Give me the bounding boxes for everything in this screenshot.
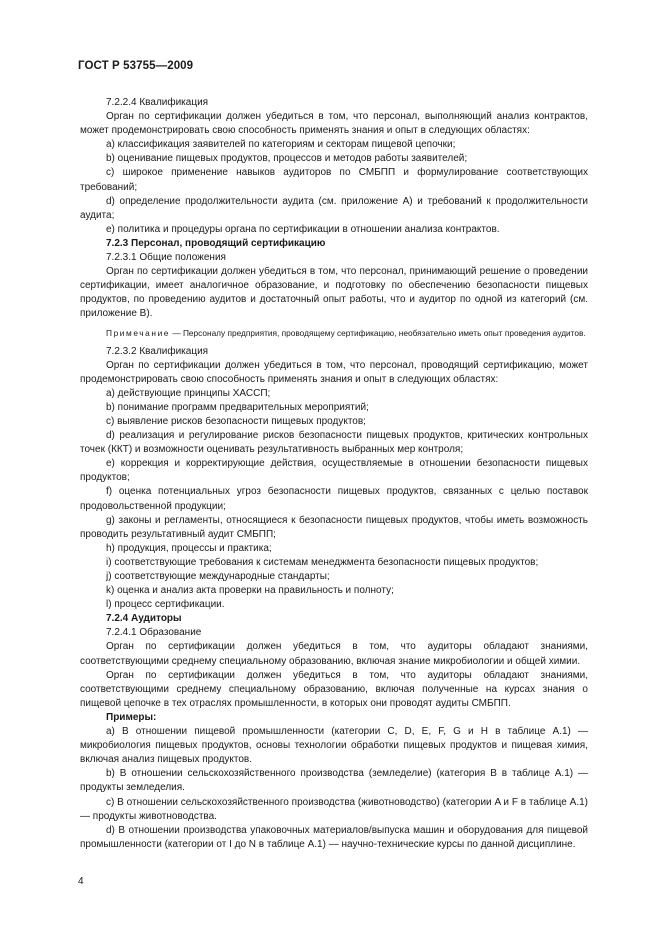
section-7-2-4-1-paragraph-1: Орган по сертификации должен убедиться в том, что аудиторы обладают знаниями, соответствующими среднему специальному образованию, включая знание микробиологии и общей химии. xyxy=(80,641,588,667)
example-item: d) В отношении производства упаковочных материалов/выпуска машин и оборудования для пищевой промышленности (категории от I до N в таблице А.1) — научно-технические курсы по данной дисциплине. xyxy=(80,824,588,850)
list-item: c) широкое применение навыков аудиторов по СМБПП и формулирование соответствующих требований; xyxy=(80,167,588,193)
example-item: c) В отношении сельскохозяйственного производства (животноводство) (категории A и F в таблице А.1) — продукты животноводства. xyxy=(80,796,588,822)
list-item: b) понимание программ предварительных мероприятий; xyxy=(106,401,369,413)
note xyxy=(80,327,588,339)
example-item: b) В отношении сельскохозяйственного производства (земледелие) (категория В в таблице А.1) — продукты земледелия. xyxy=(80,768,588,794)
list-item: l) процесс сертификации. xyxy=(106,599,225,611)
example-item: a) В отношении пищевой промышленности (категории C, D, E, F, G и H в таблице А.1) — микробиология пищевых продуктов, основы технологии обработки пищевых продуктов и пищевая химия, включая анализ пищевых продуктов. xyxy=(80,726,588,766)
section-7-2-4-1-heading: 7.2.4.1 Образование xyxy=(106,627,202,639)
list-item: i) соответствующие требования к системам менеджмента безопасности пищевых продуктов; xyxy=(106,556,539,568)
list-item: c) выявление рисков безопасности пищевых продуктов; xyxy=(106,415,366,427)
examples-label: Примеры: xyxy=(106,711,157,723)
document-body xyxy=(80,96,588,852)
section-7-2-2-4-heading: 7.2.2.4 Квалификация xyxy=(106,97,209,108)
list-item: j) соответствующие международные стандарты; xyxy=(106,571,330,582)
section-7-2-4-heading: 7.2.4 Аудиторы xyxy=(106,613,182,625)
section-7-2-2-4-intro: Орган по сертификации должен убедиться в том, что персонал, выполняющий анализ контрактов, может продемонстрировать свою способность применять знания и опыт в следующих областях: xyxy=(80,111,588,137)
list-item: e) политика и процедуры органа по сертификации в отношении анализа контрактов. xyxy=(106,223,500,235)
section-7-2-3-heading: 7.2.3 Персонал, проводящий сертификацию xyxy=(106,237,326,249)
page-number: 4 xyxy=(78,876,84,887)
section-7-2-4-1-paragraph-2: Орган по сертификации должен убедиться в том, что аудиторы обладают знаниями, соответствующими среднему специальному образованию, включая полученные на курсах знания о пищевой цепочке в тех отраслях промышленности, в которых они проводят аудиты СМБПП. xyxy=(80,669,588,709)
section-7-2-3-1-heading: 7.2.3.1 Общие положения xyxy=(106,252,226,264)
section-7-2-3-2-intro: Орган по сертификации должен убедиться в том, что персонал, проводящий сертификацию, может продемонстрировать свою способность применять знания и опыт в следующих областях: xyxy=(80,359,588,385)
list-item: b) оценивание пищевых продуктов, процессов и методов работы заявителей; xyxy=(106,153,468,165)
note-text: — Персоналу предприятия, проводящему сертификацию, необязательно иметь опыт проведения аудитов. xyxy=(170,327,586,338)
list-item: d) реализация и регулирование рисков безопасности пищевых продуктов, критических контрольных точек (ККТ) и возможности оценивать результативность выбранных мер контроля; xyxy=(80,430,588,456)
section-7-2-3-2-heading: 7.2.3.2 Квалификация xyxy=(106,345,209,357)
list-item: k) оценка и анализ акта проверки на правильность и полноту; xyxy=(106,585,394,597)
list-item: e) коррекция и корректирующие действия, осуществляемые в отношении безопасности пищевых продуктов; xyxy=(80,458,588,484)
note-label: Примечание xyxy=(106,327,171,338)
list-item: a) действующие принципы ХАССП; xyxy=(106,387,271,399)
list-item: g) законы и регламенты, относящиеся к безопасности пищевых продуктов, чтобы иметь возможность проводить результативный аудит СМБПП; xyxy=(80,514,588,540)
list-item: f) оценка потенциальных угроз безопасности пищевых продуктов, связанных с целью поставок продовольственной продукции; xyxy=(80,486,588,512)
section-7-2-3-1-text: Орган по сертификации должен убедиться в том, что персонал, принимающий решение о проведении сертификации, имеет аналогичное образование, и подготовку по обеспечению безопасности пищевых продуктов, по проведению аудитов и достаточный опыт работы, что и аудитор по одной из категорий (см. приложение В). xyxy=(80,266,588,320)
document-header: ГОСТ Р 53755—2009 xyxy=(78,60,194,72)
list-item: h) продукция, процессы и практика; xyxy=(106,542,272,554)
list-item: d) определение продолжительности аудита (см. приложение А) и требований к продолжительности аудита; xyxy=(80,195,588,221)
list-item: a) классификация заявителей по категориям и секторам пищевой цепочки; xyxy=(106,139,456,151)
